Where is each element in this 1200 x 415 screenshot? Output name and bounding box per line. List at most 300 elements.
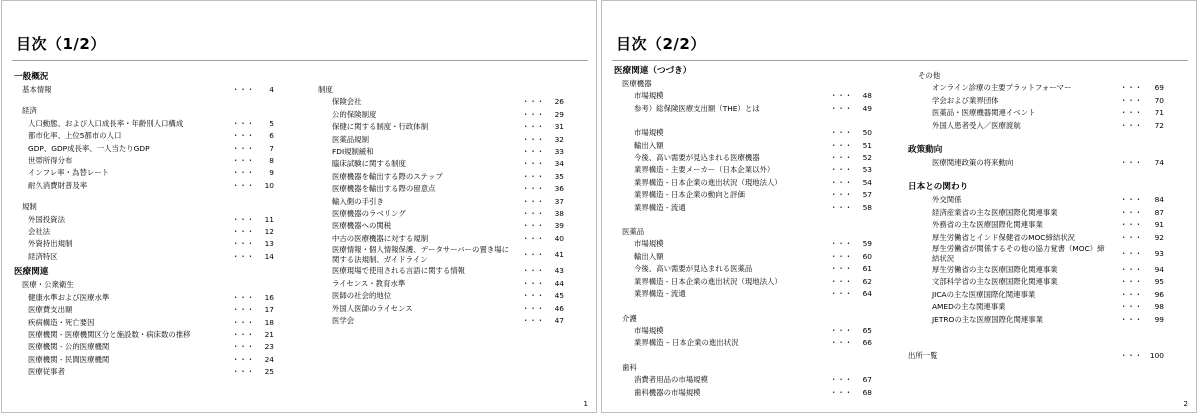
toc-entry[interactable] <box>614 164 882 176</box>
toc-entry-page: 58 <box>862 202 872 212</box>
toc-entry[interactable] <box>318 278 584 290</box>
toc-entry[interactable] <box>908 219 1184 231</box>
toc-entry-page: 67 <box>862 375 872 385</box>
toc-entry[interactable] <box>908 264 1184 276</box>
toc-entry-leader: ・・・ <box>830 251 853 261</box>
toc-entry[interactable] <box>318 196 584 208</box>
toc-entry-page: 44 <box>554 278 564 288</box>
toc-entry[interactable] <box>14 341 276 353</box>
toc-entry-leader: ・・・ <box>1120 277 1143 287</box>
toc-entry-leader: ・・・ <box>830 190 853 200</box>
toc-entry-page: 49 <box>862 103 872 113</box>
toc-entry-title: 人口動態、および人口成長率・年齢別人口構成 <box>28 118 184 128</box>
toc-entry-leader: ・・・ <box>830 177 853 187</box>
toc-entry-title: 参考）総保険医療支出額（THE）とは <box>634 103 760 113</box>
toc-entry[interactable] <box>318 303 584 315</box>
toc-entry-page: 65 <box>862 325 872 335</box>
toc-entry-title: インフレ率・為替レート <box>28 168 110 178</box>
toc-entry-leader: ・・・ <box>1120 302 1143 312</box>
toc-entry-title: 医療従事者 <box>28 367 65 377</box>
toc-entry-title: 市場規模 <box>634 325 664 335</box>
toc-entry-page: 10 <box>264 180 274 190</box>
toc-entry-title: 医療機器を輸出する際の留意点 <box>332 184 436 194</box>
toc-entry-page: 50 <box>862 128 872 138</box>
toc-entry-page: 24 <box>264 354 274 364</box>
toc-entry-leader: ・・・ <box>522 184 545 194</box>
page-number: 2 <box>1183 400 1188 408</box>
toc-entry[interactable] <box>908 314 1184 326</box>
toc-entry-leader: ・・・ <box>232 305 255 315</box>
toc-entry-page: 36 <box>554 184 564 194</box>
toc-entry-leader: ・・・ <box>232 292 255 302</box>
toc-entry-leader: ・・・ <box>522 250 545 260</box>
toc-entry-page: 8 <box>269 156 274 166</box>
slide-page-2 <box>601 0 1197 413</box>
toc-entry-title: 外国投資法 <box>28 214 65 224</box>
toc-entry[interactable] <box>318 315 584 327</box>
toc-entry-leader: ・・・ <box>830 103 853 113</box>
toc-entry[interactable] <box>14 143 276 155</box>
toc-entry-title: 基本情報 <box>22 85 52 94</box>
toc-column-right <box>908 70 1184 363</box>
toc-entry[interactable] <box>614 103 882 115</box>
toc-entry[interactable] <box>318 109 584 121</box>
toc-entry-leader: ・・・ <box>522 134 545 144</box>
toc-entry[interactable] <box>318 245 584 265</box>
toc-entry-leader: ・・・ <box>232 317 255 327</box>
toc-entry-title: 医療費支出額 <box>28 305 73 315</box>
toc-entry-page: 31 <box>554 122 564 132</box>
toc-entry-leader: ・・・ <box>830 140 853 150</box>
toc-entry-title: 厚生労働省の主な医療国際化関連事業 <box>932 265 1058 275</box>
toc-entry-page: 32 <box>554 134 564 144</box>
toc-entry-leader: ・・・ <box>1120 249 1143 259</box>
toc-entry-page: 37 <box>554 196 564 206</box>
toc-entry-page: 6 <box>269 131 274 141</box>
toc-entry-leader: ・・・ <box>522 233 545 243</box>
toc-entry[interactable] <box>14 155 276 167</box>
toc-entry[interactable] <box>908 350 1184 362</box>
toc-entry-page: 96 <box>1154 289 1164 299</box>
toc-entry-title: 会社法 <box>28 227 51 237</box>
toc-entry-leader: ・・・ <box>1120 158 1143 168</box>
toc-entry-title: 医療機器のラベリング <box>332 209 406 219</box>
toc-entry-page: 59 <box>862 239 872 249</box>
toc-entry-leader: ・・・ <box>830 239 853 249</box>
toc-entry-leader: ・・・ <box>830 128 853 138</box>
toc-entry-page: 100 <box>1149 351 1164 361</box>
toc-entry-page: 60 <box>862 251 872 261</box>
toc-entry-page: 41 <box>554 250 564 260</box>
toc-entry-leader: ・・・ <box>830 375 853 385</box>
toc-entry-leader: ・・・ <box>522 122 545 132</box>
toc-entry-page: 16 <box>264 292 274 302</box>
toc-entry-page: 9 <box>269 168 274 178</box>
toc-entry-leader: ・・・ <box>232 156 255 166</box>
toc-entry-leader: ・・・ <box>522 209 545 219</box>
toc-entry-page: 23 <box>264 342 274 352</box>
toc-entry-leader: ・・・ <box>1120 220 1143 230</box>
toc-entry-page: 38 <box>554 209 564 219</box>
toc-entry-leader: ・・・ <box>232 214 255 224</box>
toc-entry-title: 保険会社 <box>332 97 362 107</box>
toc-entry-leader: ・・・ <box>232 342 255 352</box>
toc-entry-title: 医療現場で使用される言語に関する情報 <box>332 266 466 276</box>
toc-entry[interactable] <box>614 276 882 288</box>
toc-entry[interactable] <box>14 226 276 238</box>
toc-entry-title: 医療機関 - 医療機関区分と施設数・病床数の推移 <box>28 329 191 339</box>
toc-entry-page: 74 <box>1154 158 1164 168</box>
toc-entry-title: 外交関係 <box>932 195 962 205</box>
toc-entry-leader: ・・・ <box>1120 95 1143 105</box>
toc-entry-leader: ・・・ <box>522 97 545 107</box>
toc-column-left <box>14 71 276 379</box>
toc-entry-title: 業界構造 - 日本企業の進出状況（現地法人） <box>634 177 782 187</box>
toc-entry-title: 厚生労働省が関係するその他の協力覚書（MOC）締結状況 <box>932 244 1105 264</box>
toc-entry[interactable] <box>318 96 584 108</box>
toc-entry-title: 経済産業省の主な医療国際化関連事業 <box>932 207 1058 217</box>
toc-entry[interactable] <box>908 207 1184 219</box>
toc-entry[interactable] <box>318 134 584 146</box>
toc-entry[interactable] <box>908 194 1184 206</box>
toc-entry-title: 経済特区 <box>28 251 58 261</box>
toc-entry[interactable] <box>14 238 276 250</box>
toc-entry[interactable] <box>318 208 584 220</box>
toc-entry[interactable] <box>318 233 584 245</box>
toc-entry-title: 輸出入額 <box>634 251 664 261</box>
toc-entry-leader: ・・・ <box>522 196 545 206</box>
section-heading: 医療関連 <box>14 267 49 278</box>
toc-entry-title: 外資持出規制 <box>28 239 73 249</box>
toc-entry-leader: ・・・ <box>830 325 853 335</box>
toc-entry-leader: ・・・ <box>232 118 255 128</box>
toc-entry-leader: ・・・ <box>830 202 853 212</box>
toc-entry-title: 都市化率、上位5都市の人口 <box>28 131 122 141</box>
toc-entry-page: 71 <box>1154 108 1164 118</box>
toc-entry-title: 業界構造 - 日本企業の進出状況（現地法人） <box>634 276 782 286</box>
toc-entry-title: 厚生労働省とインド保健省のMOC締結状況 <box>932 232 1075 242</box>
toc-entry-leader: ・・・ <box>522 303 545 313</box>
toc-entry-title: 医薬品規制 <box>332 134 369 144</box>
toc-entry-title: JICAの主な医療国際化関連事業 <box>932 289 1036 299</box>
toc-entry[interactable] <box>14 84 276 96</box>
toc-entry-page: 48 <box>862 91 872 101</box>
toc-entry-page: 14 <box>264 251 274 261</box>
group-heading: 経済 <box>22 106 37 116</box>
toc-entry-leader: ・・・ <box>1120 108 1143 118</box>
toc-entry-page: 84 <box>1154 195 1164 205</box>
toc-entry-title: 業界構造 - 主要メーカー（日本企業以外） <box>634 165 775 175</box>
toc-entry[interactable] <box>614 251 882 263</box>
toc-entry-page: 46 <box>554 303 564 313</box>
toc-entry[interactable] <box>614 189 882 201</box>
toc-entry-title: JETROの主な医療国際化関連事業 <box>932 314 1044 324</box>
page-title: 目次（1/2） <box>16 35 106 53</box>
toc-entry-leader: ・・・ <box>1120 195 1143 205</box>
toc-entry-title: 学会および業界団体 <box>932 95 999 105</box>
toc-entry-page: 51 <box>862 140 872 150</box>
toc-entry-leader: ・・・ <box>232 85 255 94</box>
toc-entry-leader: ・・・ <box>522 315 545 325</box>
toc-entry-leader: ・・・ <box>232 251 255 261</box>
toc-column-right <box>318 84 584 327</box>
toc-entry-title: 臨床試験に関する制度 <box>332 159 406 169</box>
toc-entry-page: 91 <box>1154 220 1164 230</box>
toc-entry[interactable] <box>908 276 1184 288</box>
toc-entry-page: 54 <box>862 177 872 187</box>
toc-entry-title: 外国人患者受入／医療渡航 <box>932 120 1021 130</box>
toc-entry-page: 26 <box>554 97 564 107</box>
toc-entry[interactable] <box>614 152 882 164</box>
toc-entry-title: 疾病構造・死亡要因 <box>28 317 95 327</box>
toc-entry[interactable] <box>14 118 276 130</box>
toc-entry-leader: ・・・ <box>522 278 545 288</box>
toc-entry-leader: ・・・ <box>1120 83 1143 93</box>
toc-entry-title: 市場規模 <box>634 91 664 101</box>
toc-entry-leader: ・・・ <box>1120 351 1143 361</box>
toc-entry[interactable] <box>14 180 276 192</box>
toc-entry[interactable] <box>318 158 584 170</box>
toc-entry-title: 輸入側の手引き <box>332 196 384 206</box>
section-heading: 一般概況 <box>14 72 49 82</box>
toc-entry-title: 医学会 <box>332 315 355 325</box>
group-heading: 医療・公衆衛生 <box>22 280 74 290</box>
toc-entry-title: 医療機器への関税 <box>332 221 392 231</box>
toc-entry-page: 52 <box>862 153 872 163</box>
toc-entry-title: 業界構造 - 流通 <box>634 202 686 212</box>
toc-entry-page: 64 <box>862 289 872 299</box>
toc-entry-page: 11 <box>264 214 274 224</box>
toc-entry-page: 35 <box>554 171 564 181</box>
toc-entry-title: 医薬品・医療機器関連イベント <box>932 108 1036 118</box>
toc-entry-page: 40 <box>554 233 564 243</box>
toc-entry-page: 47 <box>554 315 564 325</box>
title-divider <box>12 60 588 61</box>
group-heading: 医療機器 <box>622 79 652 88</box>
toc-entry[interactable] <box>908 107 1184 119</box>
toc-entry-page: 43 <box>554 266 564 276</box>
group-heading: 医薬品 <box>622 227 645 237</box>
toc-entry[interactable] <box>318 290 584 302</box>
toc-entry-title: 今後、高い需要が見込まれる医療機器 <box>634 153 760 163</box>
toc-entry[interactable] <box>318 183 584 195</box>
toc-entry[interactable] <box>14 329 276 341</box>
toc-entry-title: 業界構造 - 流通 <box>634 289 686 299</box>
toc-entry-page: 33 <box>554 147 564 157</box>
toc-entry-page: 5 <box>269 118 274 128</box>
toc-entry-page: 92 <box>1154 232 1164 242</box>
page-title: 目次（2/2） <box>616 35 706 53</box>
toc-entry[interactable] <box>318 121 584 133</box>
toc-entry-title: 公的保険制度 <box>332 109 377 119</box>
toc-entry-title: 消費者用品の市場規模 <box>634 375 708 385</box>
toc-entry-leader: ・・・ <box>232 143 255 153</box>
toc-entry-page: 99 <box>1154 314 1164 324</box>
toc-entry[interactable] <box>614 238 882 250</box>
toc-entry-page: 34 <box>554 159 564 169</box>
toc-entry[interactable] <box>14 214 276 226</box>
toc-entry-title: 中古の医療機器に対する規制 <box>332 233 429 243</box>
toc-entry-title: AMEDの主な関連事業 <box>932 302 1006 312</box>
toc-entry[interactable] <box>14 317 276 329</box>
toc-column-left <box>614 65 882 399</box>
toc-entry-page: 66 <box>862 338 872 348</box>
toc-entry-page: 53 <box>862 165 872 175</box>
toc-entry[interactable] <box>614 90 882 102</box>
group-heading: 規制 <box>22 202 37 212</box>
toc-entry-page: 17 <box>264 305 274 315</box>
toc-entry-page: 7 <box>269 143 274 153</box>
toc-entry-title: 外務省の主な医療国際化関連事業 <box>932 220 1043 230</box>
toc-entry-page: 4 <box>269 85 274 94</box>
toc-entry-title: 医療機関 - 公的医療機関 <box>28 342 110 352</box>
toc-entry-leader: ・・・ <box>522 266 545 276</box>
toc-entry-title: 医療関連政策の将来動向 <box>932 158 1014 168</box>
toc-entry-title: GDP、GDP成長率、一人当たりGDP <box>28 143 150 153</box>
section-heading: 政策動向 <box>908 145 943 156</box>
toc-entry[interactable] <box>318 171 584 183</box>
toc-entry-title: ライセンス・教育水準 <box>332 278 406 288</box>
toc-entry[interactable] <box>14 167 276 179</box>
toc-entry-title: 医師の社会的地位 <box>332 291 392 301</box>
toc-entry-page: 25 <box>264 367 274 377</box>
toc-entry-page: 68 <box>862 387 872 397</box>
toc-entry-title: 医療情報・個人情報保護、データサーバーの置き場に関する法規制、ガイドライン <box>332 245 510 265</box>
toc-entry-page: 95 <box>1154 277 1164 287</box>
toc-entry[interactable] <box>614 127 882 139</box>
toc-entry-leader: ・・・ <box>1120 289 1143 299</box>
toc-entry-leader: ・・・ <box>830 264 853 274</box>
toc-entry-leader: ・・・ <box>1120 207 1143 217</box>
toc-entry[interactable] <box>14 354 276 366</box>
toc-entry-leader: ・・・ <box>830 91 853 101</box>
toc-entry-leader: ・・・ <box>232 227 255 237</box>
toc-entry-title: 世帯所得分布 <box>28 156 73 166</box>
slide-page-1 <box>1 0 597 413</box>
group-heading: 歯科 <box>622 362 637 372</box>
toc-entry[interactable] <box>614 288 882 300</box>
toc-entry-leader: ・・・ <box>522 221 545 231</box>
toc-entry-leader: ・・・ <box>232 354 255 364</box>
toc-entry-title: 出所一覧 <box>908 351 938 361</box>
title-divider <box>612 60 1188 61</box>
toc-entry-leader: ・・・ <box>522 147 545 157</box>
toc-entry-page: 70 <box>1154 95 1164 105</box>
toc-entry-page: 87 <box>1154 207 1164 217</box>
toc-entry-title: 市場規模 <box>634 239 664 249</box>
toc-entry-title: 文部科学省の主な医療国際化関連事業 <box>932 277 1058 287</box>
toc-entry[interactable] <box>908 157 1184 169</box>
toc-entry-leader: ・・・ <box>232 239 255 249</box>
toc-entry[interactable] <box>614 387 882 399</box>
toc-entry-page: 61 <box>862 264 872 274</box>
toc-entry-page: 94 <box>1154 265 1164 275</box>
toc-entry-title: 輸出入額 <box>634 140 664 150</box>
toc-entry-leader: ・・・ <box>1120 265 1143 275</box>
toc-entry-page: 57 <box>862 190 872 200</box>
toc-entry-title: 市場規模 <box>634 128 664 138</box>
toc-entry-leader: ・・・ <box>232 168 255 178</box>
toc-entry[interactable] <box>614 374 882 386</box>
toc-entry-page: 62 <box>862 276 872 286</box>
toc-entry-leader: ・・・ <box>830 276 853 286</box>
toc-entry-leader: ・・・ <box>830 289 853 299</box>
toc-entry[interactable] <box>318 220 584 232</box>
toc-entry[interactable] <box>14 366 276 378</box>
toc-entry-leader: ・・・ <box>830 165 853 175</box>
section-heading: 日本との関わり <box>908 182 969 193</box>
group-heading: 制度 <box>318 85 333 94</box>
toc-entry[interactable] <box>614 337 882 349</box>
toc-entry[interactable] <box>614 325 882 337</box>
toc-entry-title: 今後、高い需要が見込まれる医薬品 <box>634 264 753 274</box>
toc-entry[interactable] <box>318 146 584 158</box>
toc-entry[interactable] <box>14 130 276 142</box>
toc-entry-page: 69 <box>1154 83 1164 93</box>
toc-entry-leader: ・・・ <box>232 329 255 339</box>
toc-entry-title: 医療機器を輸出する際のステップ <box>332 171 443 181</box>
toc-entry[interactable] <box>908 82 1184 94</box>
toc-entry[interactable] <box>908 289 1184 301</box>
toc-entry[interactable] <box>614 263 882 275</box>
toc-entry-page: 93 <box>1154 249 1164 259</box>
toc-entry-leader: ・・・ <box>1120 232 1143 242</box>
toc-entry-leader: ・・・ <box>522 291 545 301</box>
toc-entry-leader: ・・・ <box>522 171 545 181</box>
toc-entry[interactable] <box>614 177 882 189</box>
toc-entry[interactable] <box>14 292 276 304</box>
toc-entry-title: 医療機関 - 民間医療機関 <box>28 354 110 364</box>
toc-entry[interactable] <box>908 120 1184 132</box>
toc-entry-title: 歯科機器の市場規模 <box>634 387 701 397</box>
toc-entry-page: 13 <box>264 239 274 249</box>
toc-entry-leader: ・・・ <box>522 109 545 119</box>
toc-entry-leader: ・・・ <box>1120 314 1143 324</box>
toc-entry-leader: ・・・ <box>1120 120 1143 130</box>
toc-entry-title: 耐久消費財普及率 <box>28 180 88 190</box>
toc-entry-page: 98 <box>1154 302 1164 312</box>
toc-entry[interactable] <box>14 304 276 316</box>
toc-entry[interactable] <box>318 265 584 277</box>
toc-entry-page: 12 <box>264 227 274 237</box>
toc-entry[interactable] <box>14 251 276 263</box>
toc-entry-page: 72 <box>1154 120 1164 130</box>
toc-entry-page: 18 <box>264 317 274 327</box>
toc-entry-title: オンライン診療の主要プラットフォーマー <box>932 83 1072 93</box>
toc-entry-page: 21 <box>264 329 274 339</box>
toc-entry-page: 29 <box>554 109 564 119</box>
section-heading: 医療関連（つづき） <box>614 66 692 76</box>
toc-entry[interactable] <box>908 244 1184 264</box>
group-heading: 介護 <box>622 313 637 323</box>
toc-entry[interactable] <box>614 140 882 152</box>
toc-entry-leader: ・・・ <box>830 338 853 348</box>
toc-entry-page: 39 <box>554 221 564 231</box>
toc-entry[interactable] <box>908 232 1184 244</box>
toc-entry-leader: ・・・ <box>522 159 545 169</box>
toc-entry-leader: ・・・ <box>232 367 255 377</box>
toc-entry-page: 45 <box>554 291 564 301</box>
toc-entry[interactable] <box>908 301 1184 313</box>
toc-entry[interactable] <box>614 202 882 214</box>
toc-entry-leader: ・・・ <box>830 387 853 397</box>
toc-entry-title: 業界構造 – 日本企業の進出状況 <box>634 338 739 348</box>
toc-entry-title: FDI規制緩和 <box>332 147 374 157</box>
page-number: 1 <box>583 400 588 408</box>
toc-entry-title: 外国人医師のライセンス <box>332 303 413 313</box>
toc-entry[interactable] <box>908 95 1184 107</box>
toc-entry-title: 健康水準および医療水準 <box>28 292 110 302</box>
